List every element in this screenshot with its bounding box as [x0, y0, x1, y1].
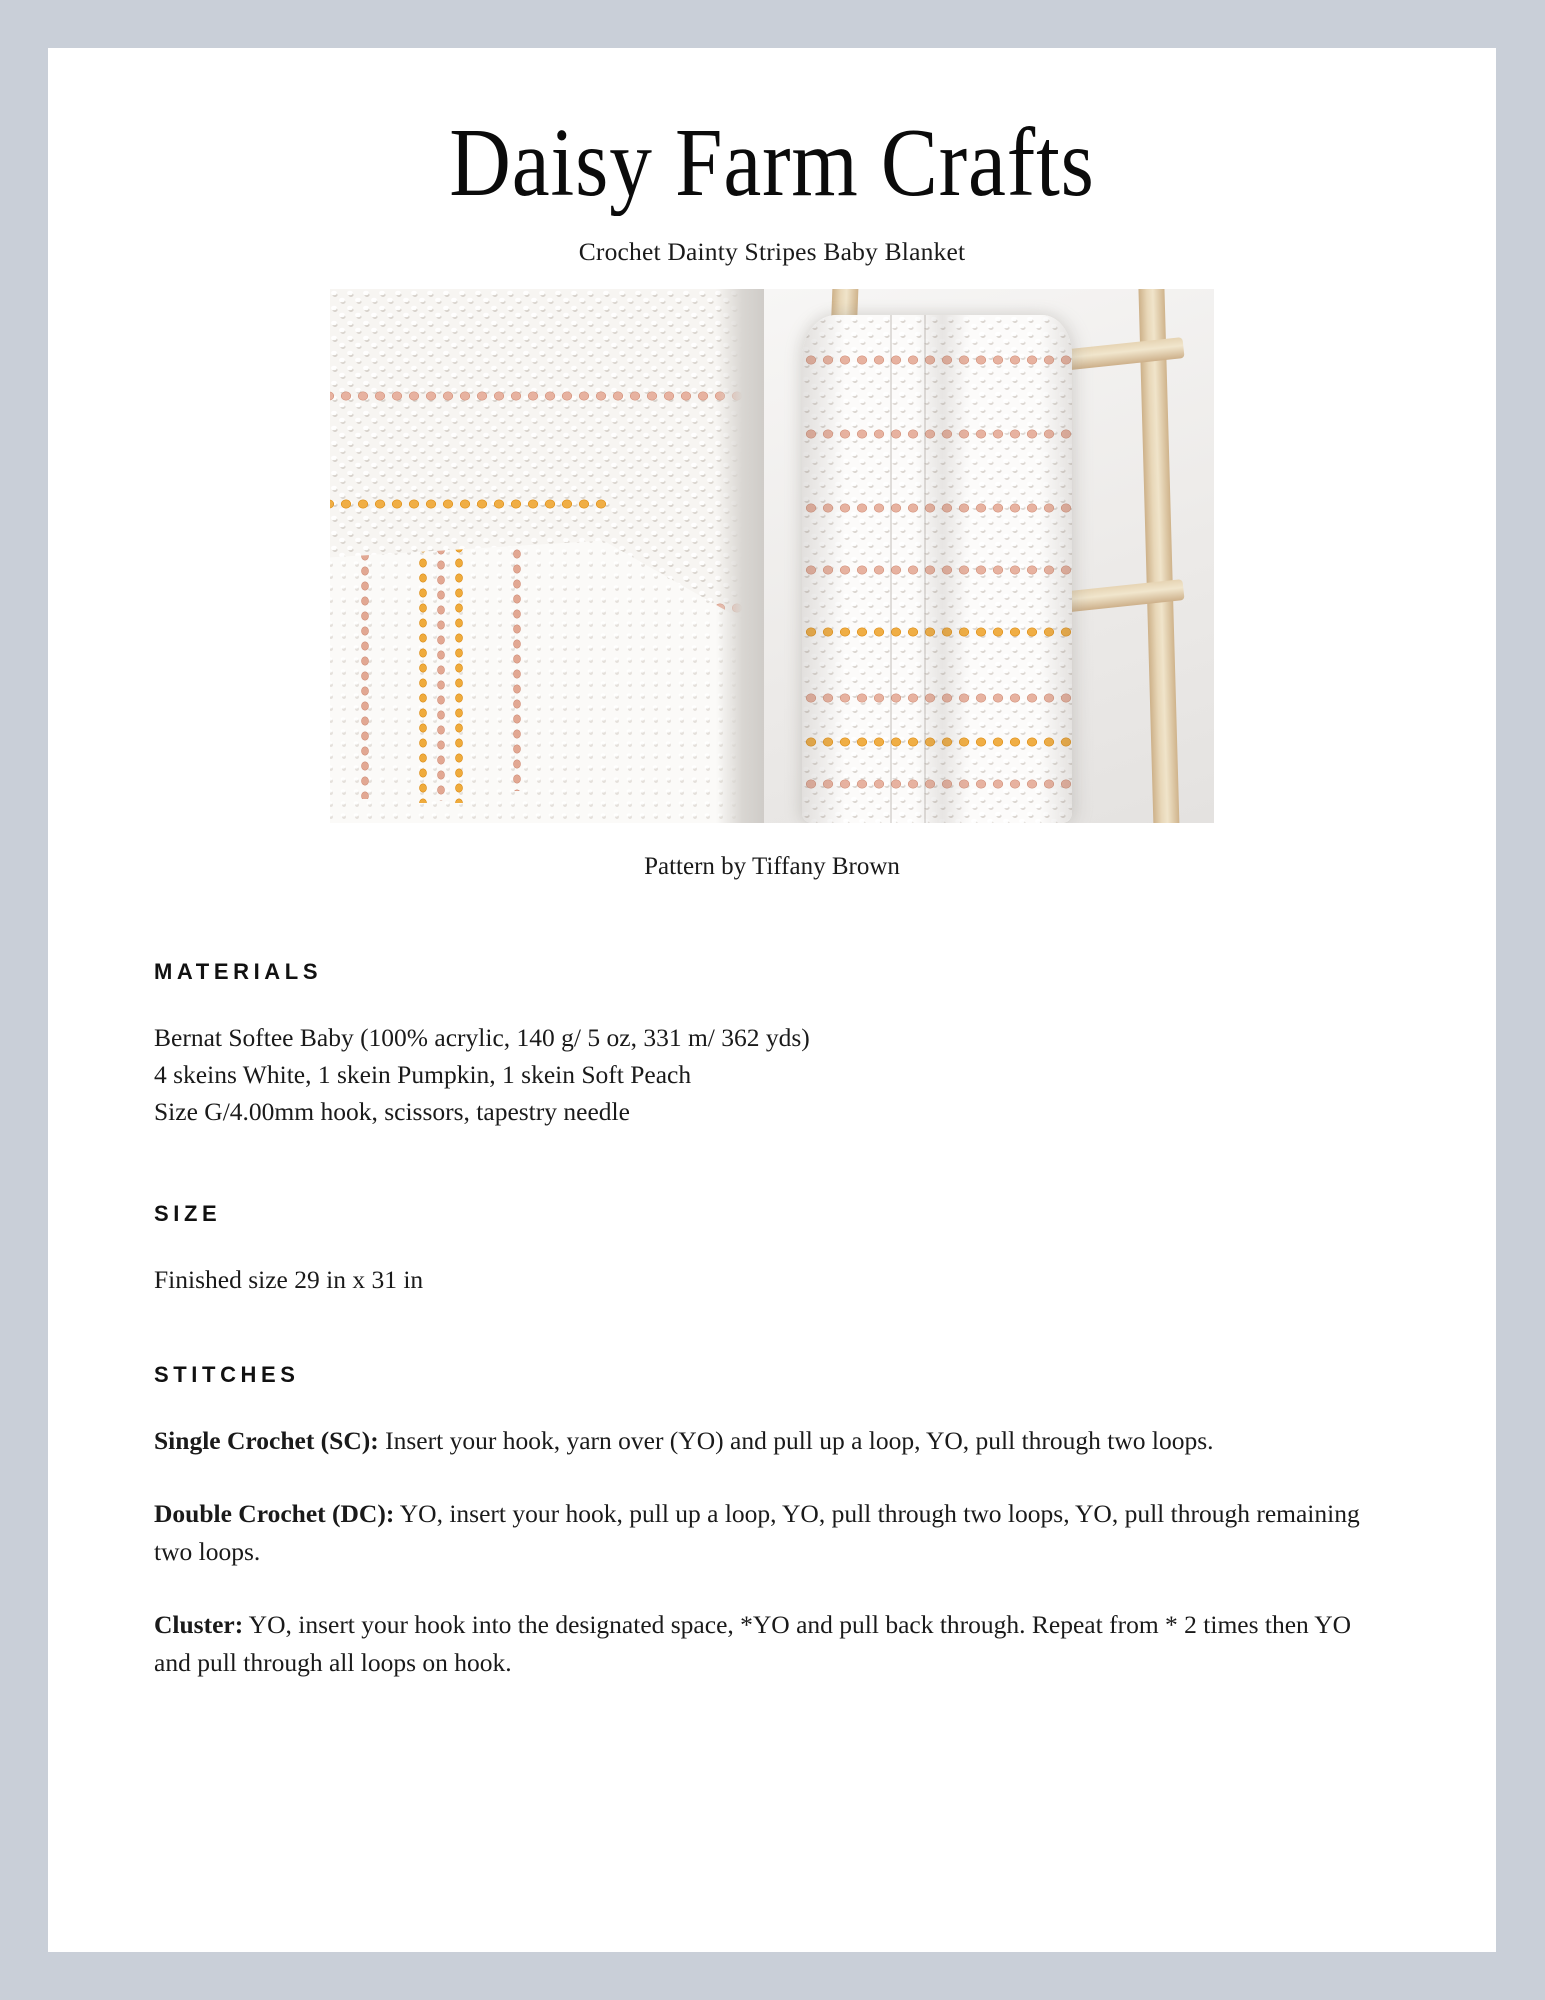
stripe-pumpkin-row: [330, 497, 608, 512]
section-heading-stitches: STITCHES: [154, 1361, 300, 1387]
photo-draped-blanket: [764, 289, 1214, 823]
materials-line: Bernat Softee Baby (100% acrylic, 140 g/ 5 oz, 331 m/ 362 yds): [154, 1023, 810, 1052]
masthead: [48, 48, 1496, 267]
document-page: [48, 48, 1496, 1952]
photo-folded-blanket: [330, 289, 764, 823]
pattern-byline: Pattern by Tiffany Brown: [644, 853, 900, 880]
materials-list: [154, 1019, 1390, 1131]
stitch-text: YO, insert your hook, pull up a loop, YO, pull through two loops, YO, pull through remaining two loops.: [154, 1499, 1360, 1566]
brand-title: Daisy Farm Crafts: [449, 109, 1095, 216]
drape-shading: [802, 315, 1072, 823]
stitch-term: Single Crochet (SC):: [154, 1425, 379, 1455]
vstripe-pumpkin: [417, 541, 430, 803]
table-shadow: [716, 289, 764, 823]
size-list: [154, 1261, 1390, 1298]
materials-line: Size G/4.00mm hook, scissors, tapestry needle: [154, 1097, 630, 1127]
size-line: Finished size 29 in x 31 in: [154, 1264, 424, 1294]
section-heading-materials: MATERIALS: [154, 959, 323, 984]
vstripe-pumpkin: [453, 541, 466, 803]
stitch-term: Double Crochet (DC):: [154, 1499, 395, 1529]
vstripe-peach: [359, 549, 372, 799]
vstripe-peach: [435, 543, 448, 801]
draped-blanket: [802, 315, 1072, 823]
stitch-definition: [154, 1495, 1390, 1570]
stitch-term: Cluster:: [154, 1610, 244, 1640]
stitch-definition: [154, 1606, 1390, 1681]
pattern-content: [48, 959, 1496, 1681]
stitch-text: YO, insert your hook into the designated space, *YO and pull back through. Repeat from * 2 times then YO and pull through all loops on hook.: [154, 1610, 1352, 1677]
vstripe-peach: [511, 547, 524, 791]
photo-strip: [330, 289, 1214, 823]
stripe-peach-row: [330, 389, 764, 404]
stitch-text: Insert your hook, yarn over (YO) and pull up a loop, YO, pull through two loops.: [378, 1425, 1214, 1455]
materials-line: 4 skeins White, 1 skein Pumpkin, 1 skein Soft Peach: [154, 1060, 692, 1090]
stitch-definition: [154, 1422, 1390, 1459]
pattern-subtitle: Crochet Dainty Stripes Baby Blanket: [578, 237, 966, 266]
section-heading-size: SIZE: [154, 1200, 222, 1226]
